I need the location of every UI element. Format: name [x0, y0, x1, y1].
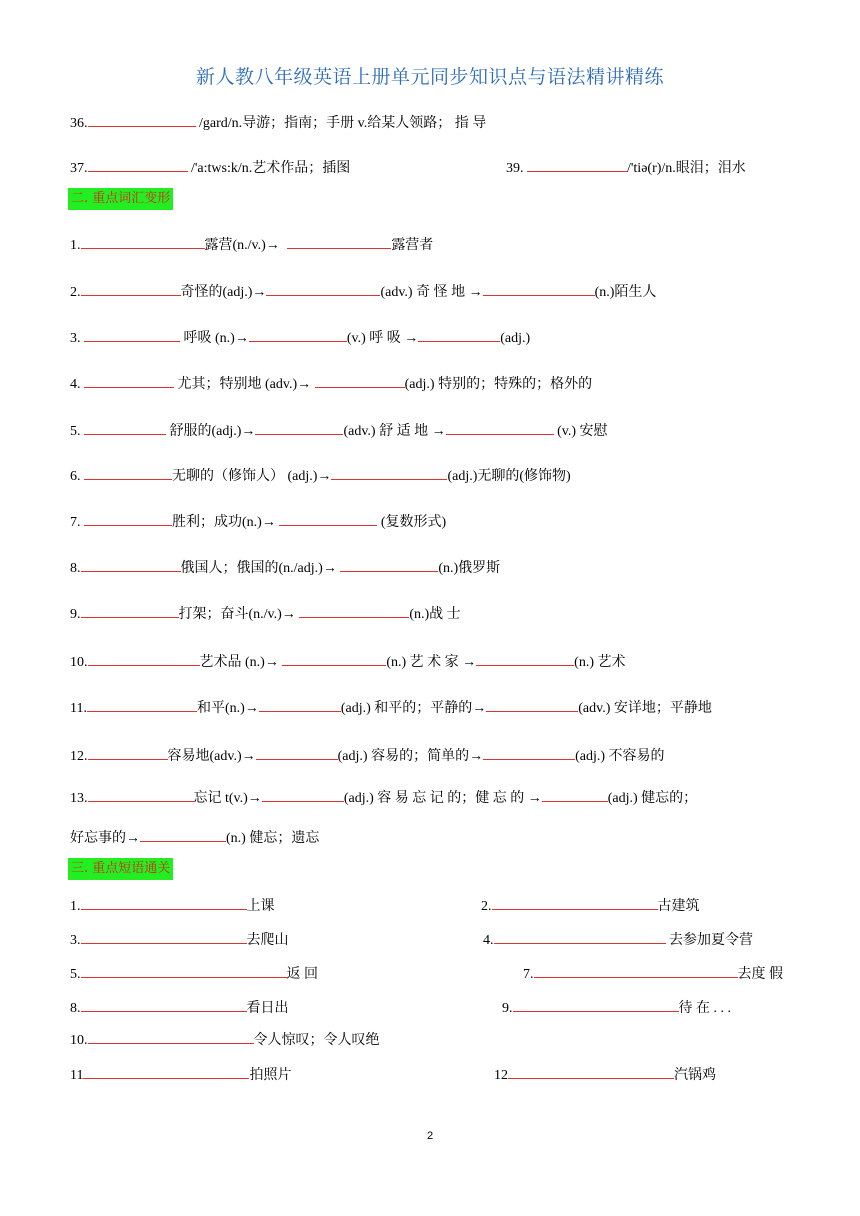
word-form-item: 6. 无聊的（修饰人） (adj.)→ (adj.)无聊的(修饰物) [70, 464, 571, 487]
word-form-item: 10. 艺术品 (n.)→ (n.) 艺 术 家 → (n.) 艺术 [70, 650, 625, 673]
phrase-item: 8. 看日出 [70, 996, 289, 1019]
answer-blank[interactable] [81, 928, 247, 944]
phrase-item: 11 拍照片 [70, 1063, 291, 1086]
answer-blank[interactable] [486, 696, 578, 712]
answer-blank[interactable] [483, 744, 575, 760]
answer-blank[interactable] [81, 602, 179, 618]
answer-blank[interactable] [494, 928, 666, 944]
page-number: 2 [426, 1130, 434, 1142]
answer-blank[interactable] [81, 996, 247, 1012]
answer-blank[interactable] [418, 326, 500, 342]
answer-blank[interactable] [88, 156, 188, 172]
answer-blank[interactable] [81, 894, 247, 910]
phrase-item: 5. 返 回 [70, 962, 318, 985]
phrase-item: 9. 待 在 . . . [502, 996, 731, 1019]
phrase-item: 4. 去参加夏令营 [483, 928, 753, 951]
answer-blank[interactable] [534, 962, 738, 978]
answer-blank[interactable] [81, 280, 181, 296]
answer-blank[interactable] [255, 419, 343, 435]
answer-blank[interactable] [88, 786, 194, 802]
answer-blank[interactable] [84, 464, 172, 480]
word-form-item: 7. 胜利；成功(n.)→ (复数形式) [70, 510, 446, 533]
answer-blank[interactable] [282, 650, 386, 666]
answer-blank[interactable] [508, 1063, 674, 1079]
answer-blank[interactable] [88, 1028, 254, 1044]
answer-blank[interactable] [259, 696, 341, 712]
word-form-item: 8. 俄国人；俄国的(n./adj.)→ (n.)俄罗斯 [70, 556, 500, 579]
word-form-item: 4. 尤其；特别地 (adv.)→ (adj.) 特别的；特殊的；格外的 [70, 372, 592, 395]
answer-blank[interactable] [87, 696, 197, 712]
answer-blank[interactable] [331, 464, 447, 480]
word-form-item: 3. 呼吸 (n.)→ (v.) 呼 吸 → (adj.) [70, 326, 530, 349]
page-header: 新人教八年级英语上册单元同步知识点与语法精讲精练 [195, 66, 664, 88]
answer-blank[interactable] [88, 650, 200, 666]
vocab-item-37: 37. /'a:tws:k/n.艺术作品；插图 [70, 156, 350, 179]
phrase-item: 10. 令人惊叹；令人叹绝 [70, 1028, 380, 1051]
word-form-item: 9. 打架；奋斗(n./v.)→ (n.)战 士 [70, 602, 461, 625]
answer-blank[interactable] [84, 326, 180, 342]
word-form-item: 2. 奇怪的(adj.)→ (adv.) 奇 怪 地 → (n.)陌生人 [70, 280, 656, 303]
answer-blank[interactable] [81, 233, 205, 249]
answer-blank[interactable] [140, 826, 226, 842]
section-title-phrases: 三. 重点短语通关 [68, 858, 173, 880]
phrase-item: 3. 去爬山 [70, 928, 289, 951]
word-form-item: 1. 露营(n./v.)→ 露营者 [70, 233, 433, 256]
answer-blank[interactable] [542, 786, 608, 802]
answer-blank[interactable] [81, 556, 181, 572]
answer-blank[interactable] [88, 111, 196, 127]
answer-blank[interactable] [476, 650, 574, 666]
word-form-item: 13. 忘记 t(v.)→ (adj.) 容 易 忘 记 的；健 忘 的 → (adj.) 健忘的； [70, 786, 697, 809]
word-form-item: 11. 和平(n.)→ (adj.) 和平的；平静的→ (adv.) 安详地；平静地 [70, 696, 712, 719]
answer-blank[interactable] [256, 744, 338, 760]
answer-blank[interactable] [249, 326, 347, 342]
phrase-item: 2. 古建筑 [481, 894, 700, 917]
word-form-item: 5. 舒服的(adj.)→ (adv.) 舒 适 地 → (v.) 安慰 [70, 419, 608, 442]
phrase-item: 12 汽锅鸡 [494, 1063, 716, 1086]
answer-blank[interactable] [279, 510, 377, 526]
answer-blank[interactable] [84, 510, 172, 526]
answer-blank[interactable] [88, 744, 168, 760]
answer-blank[interactable] [84, 372, 174, 388]
answer-blank[interactable] [492, 894, 658, 910]
vocab-item-36: 36. /gard/n.导游；指南；手册 v.给某人领路； 指 导 [70, 111, 486, 134]
answer-blank[interactable] [81, 962, 287, 978]
answer-blank[interactable] [262, 786, 344, 802]
answer-blank[interactable] [287, 233, 391, 249]
answer-blank[interactable] [299, 602, 409, 618]
answer-blank[interactable] [315, 372, 405, 388]
phrase-item: 1. 上课 [70, 894, 275, 917]
answer-blank[interactable] [483, 280, 595, 296]
answer-blank[interactable] [84, 419, 166, 435]
answer-blank[interactable] [83, 1063, 249, 1079]
answer-blank[interactable] [266, 280, 380, 296]
answer-blank[interactable] [446, 419, 554, 435]
word-form-item: 12. 容易地(adv.)→ (adj.) 容易的；简单的→ (adj.) 不容易的 [70, 744, 665, 767]
phrase-item: 7. 去度 假 [523, 962, 783, 985]
section-title-word-forms: 二. 重点词汇变形 [68, 188, 173, 210]
answer-blank[interactable] [340, 556, 438, 572]
answer-blank[interactable] [527, 156, 627, 172]
answer-blank[interactable] [513, 996, 679, 1012]
word-form-item-continued: 好忘事的→ (n.) 健忘；遗忘 [70, 826, 319, 849]
vocab-item-39: 39. /'tiə(r)/n.眼泪；泪水 [506, 156, 746, 179]
